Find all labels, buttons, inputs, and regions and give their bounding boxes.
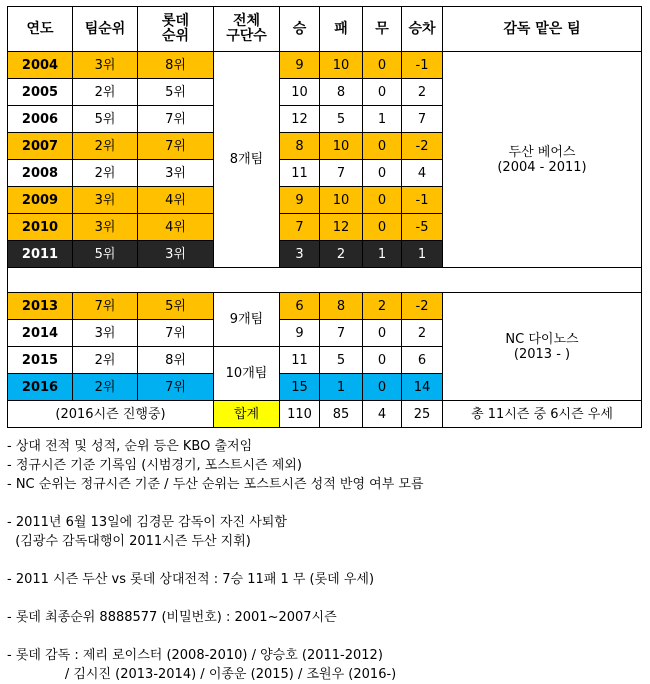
win-cell: 3	[280, 241, 320, 268]
loss-cell: 10	[320, 133, 363, 160]
diff-cell: 7	[402, 106, 443, 133]
team-rank-cell: 5위	[73, 106, 138, 133]
season-stats-table	[7, 6, 642, 428]
lotte-rank-cell: 7위	[138, 320, 214, 347]
total-loss: 85	[320, 401, 363, 428]
win-cell: 9	[280, 320, 320, 347]
year-cell: 2004	[8, 52, 73, 79]
lotte-rank-cell: 3위	[138, 241, 214, 268]
team-rank-cell: 2위	[73, 374, 138, 401]
header-managed-team: 감독 맡은 팀	[443, 7, 642, 52]
lotte-rank-cell: 8위	[138, 52, 214, 79]
draw-cell: 1	[363, 106, 402, 133]
managed-team-nc	[443, 293, 642, 401]
win-cell: 11	[280, 160, 320, 187]
spacer-row	[8, 268, 642, 293]
table-row	[8, 293, 642, 320]
loss-cell: 2	[320, 241, 363, 268]
win-cell: 15	[280, 374, 320, 401]
lotte-rank-cell: 7위	[138, 374, 214, 401]
draw-cell: 1	[363, 241, 402, 268]
win-cell: 9	[280, 52, 320, 79]
team-rank-cell: 7위	[73, 293, 138, 320]
year-cell: 2015	[8, 347, 73, 374]
nc-years: (2013 - )	[513, 346, 571, 362]
year-cell: 2010	[8, 214, 73, 241]
loss-cell: 7	[320, 160, 363, 187]
managed-team-doosan	[443, 52, 642, 268]
diff-cell: 2	[402, 79, 443, 106]
team-rank-cell: 3위	[73, 52, 138, 79]
header-team-rank: 팀순위	[73, 7, 138, 52]
total-summary: 총 11시즌 중 6시즌 우세	[443, 401, 642, 428]
doosan-years: (2004 - 2011)	[497, 159, 587, 175]
year-cell: 2007	[8, 133, 73, 160]
note-line: - 롯데 최종순위 8888577 (비밀번호) : 2001~2007시즌	[7, 610, 337, 625]
total-row	[8, 401, 642, 428]
season-in-progress-note: (2016시즌 진행중)	[8, 401, 214, 428]
draw-cell: 0	[363, 187, 402, 214]
lotte-rank-cell: 5위	[138, 79, 214, 106]
year-cell: 2005	[8, 79, 73, 106]
header-year: 연도	[8, 7, 73, 52]
team-rank-cell: 5위	[73, 241, 138, 268]
year-cell: 2011	[8, 241, 73, 268]
note-blank	[7, 494, 643, 513]
note-line: - 2011년 6월 13일에 김경문 감독이 자진 사퇴함	[7, 515, 287, 530]
diff-cell: 1	[402, 241, 443, 268]
diff-cell: -2	[402, 133, 443, 160]
team-rank-cell: 2위	[73, 79, 138, 106]
loss-cell: 1	[320, 374, 363, 401]
draw-cell: 0	[363, 52, 402, 79]
total-diff: 25	[402, 401, 443, 428]
header-lotte-rank-line1: 롯데	[161, 13, 190, 29]
win-cell: 6	[280, 293, 320, 320]
draw-cell: 0	[363, 214, 402, 241]
total-teams-cell: 10개팀	[214, 347, 280, 401]
year-cell: 2006	[8, 106, 73, 133]
team-rank-cell: 3위	[73, 214, 138, 241]
draw-cell: 0	[363, 160, 402, 187]
lotte-rank-cell: 7위	[138, 106, 214, 133]
header-row	[8, 7, 642, 52]
header-draw: 무	[363, 7, 402, 52]
win-cell: 8	[280, 133, 320, 160]
win-cell: 7	[280, 214, 320, 241]
lotte-rank-cell: 5위	[138, 293, 214, 320]
header-total-teams	[214, 7, 280, 52]
team-rank-cell: 2위	[73, 133, 138, 160]
spacer-cell	[8, 268, 642, 293]
year-cell: 2013	[8, 293, 73, 320]
diff-cell: -5	[402, 214, 443, 241]
year-cell: 2008	[8, 160, 73, 187]
note-line: - 상대 전적 및 성적, 순위 등은 KBO 출저임	[7, 439, 253, 454]
note-line: / 김시진 (2013-2014) / 이종운 (2015) / 조원우 (2016-)	[7, 667, 397, 682]
table-row	[8, 52, 642, 79]
header-diff: 승차	[402, 7, 443, 52]
year-cell: 2014	[8, 320, 73, 347]
total-draw: 4	[363, 401, 402, 428]
team-rank-cell: 2위	[73, 347, 138, 374]
loss-cell: 10	[320, 52, 363, 79]
lotte-rank-cell: 7위	[138, 133, 214, 160]
note-blank	[7, 589, 643, 608]
total-win: 110	[280, 401, 320, 428]
team-rank-cell: 3위	[73, 187, 138, 214]
win-cell: 10	[280, 79, 320, 106]
header-total-line1: 전체	[232, 13, 261, 29]
header-loss: 패	[320, 7, 363, 52]
diff-cell: 14	[402, 374, 443, 401]
note-line: - 롯데 감독 : 제리 로이스터 (2008-2010) / 양승호 (2011-2012)	[7, 648, 383, 663]
note-line: - 정규시즌 기준 기록임 (시범경기, 포스트시즌 제외)	[7, 458, 302, 473]
note-blank	[7, 627, 643, 646]
total-teams-cell: 9개팀	[214, 293, 280, 347]
total-label: 합계	[214, 401, 280, 428]
draw-cell: 0	[363, 374, 402, 401]
draw-cell: 0	[363, 347, 402, 374]
lotte-rank-cell: 8위	[138, 347, 214, 374]
diff-cell: -1	[402, 52, 443, 79]
team-rank-cell: 2위	[73, 160, 138, 187]
draw-cell: 0	[363, 133, 402, 160]
year-cell: 2009	[8, 187, 73, 214]
diff-cell: -2	[402, 293, 443, 320]
doosan-name: 두산 베어스	[508, 144, 576, 160]
win-cell: 12	[280, 106, 320, 133]
header-win: 승	[280, 7, 320, 52]
loss-cell: 5	[320, 106, 363, 133]
win-cell: 9	[280, 187, 320, 214]
total-teams-cell: 8개팀	[214, 52, 280, 268]
loss-cell: 12	[320, 214, 363, 241]
loss-cell: 10	[320, 187, 363, 214]
diff-cell: 2	[402, 320, 443, 347]
note-line: - 2011 시즌 두산 vs 롯데 상대전적 : 7승 11패 1 무 (롯데 우세)	[7, 572, 375, 587]
note-line: - NC 순위는 정규시즌 기준 / 두산 순위는 포스트시즌 성적 반영 여부 모름	[7, 477, 424, 492]
diff-cell: 6	[402, 347, 443, 374]
loss-cell: 5	[320, 347, 363, 374]
lotte-rank-cell: 4위	[138, 214, 214, 241]
loss-cell: 7	[320, 320, 363, 347]
note-line: (김광수 감독대행이 2011시즌 두산 지휘)	[7, 534, 251, 549]
header-total-line2: 구단수	[226, 28, 267, 44]
nc-name: NC 다이노스	[505, 331, 579, 347]
note-blank	[7, 551, 643, 570]
lotte-rank-cell: 3위	[138, 160, 214, 187]
notes-list	[7, 437, 643, 684]
year-cell: 2016	[8, 374, 73, 401]
draw-cell: 0	[363, 79, 402, 106]
draw-cell: 0	[363, 320, 402, 347]
diff-cell: 4	[402, 160, 443, 187]
lotte-rank-cell: 4위	[138, 187, 214, 214]
loss-cell: 8	[320, 79, 363, 106]
win-cell: 11	[280, 347, 320, 374]
diff-cell: -1	[402, 187, 443, 214]
header-lotte-rank	[138, 7, 214, 52]
team-rank-cell: 3위	[73, 320, 138, 347]
draw-cell: 2	[363, 293, 402, 320]
header-lotte-rank-line2: 순위	[161, 28, 190, 44]
loss-cell: 8	[320, 293, 363, 320]
